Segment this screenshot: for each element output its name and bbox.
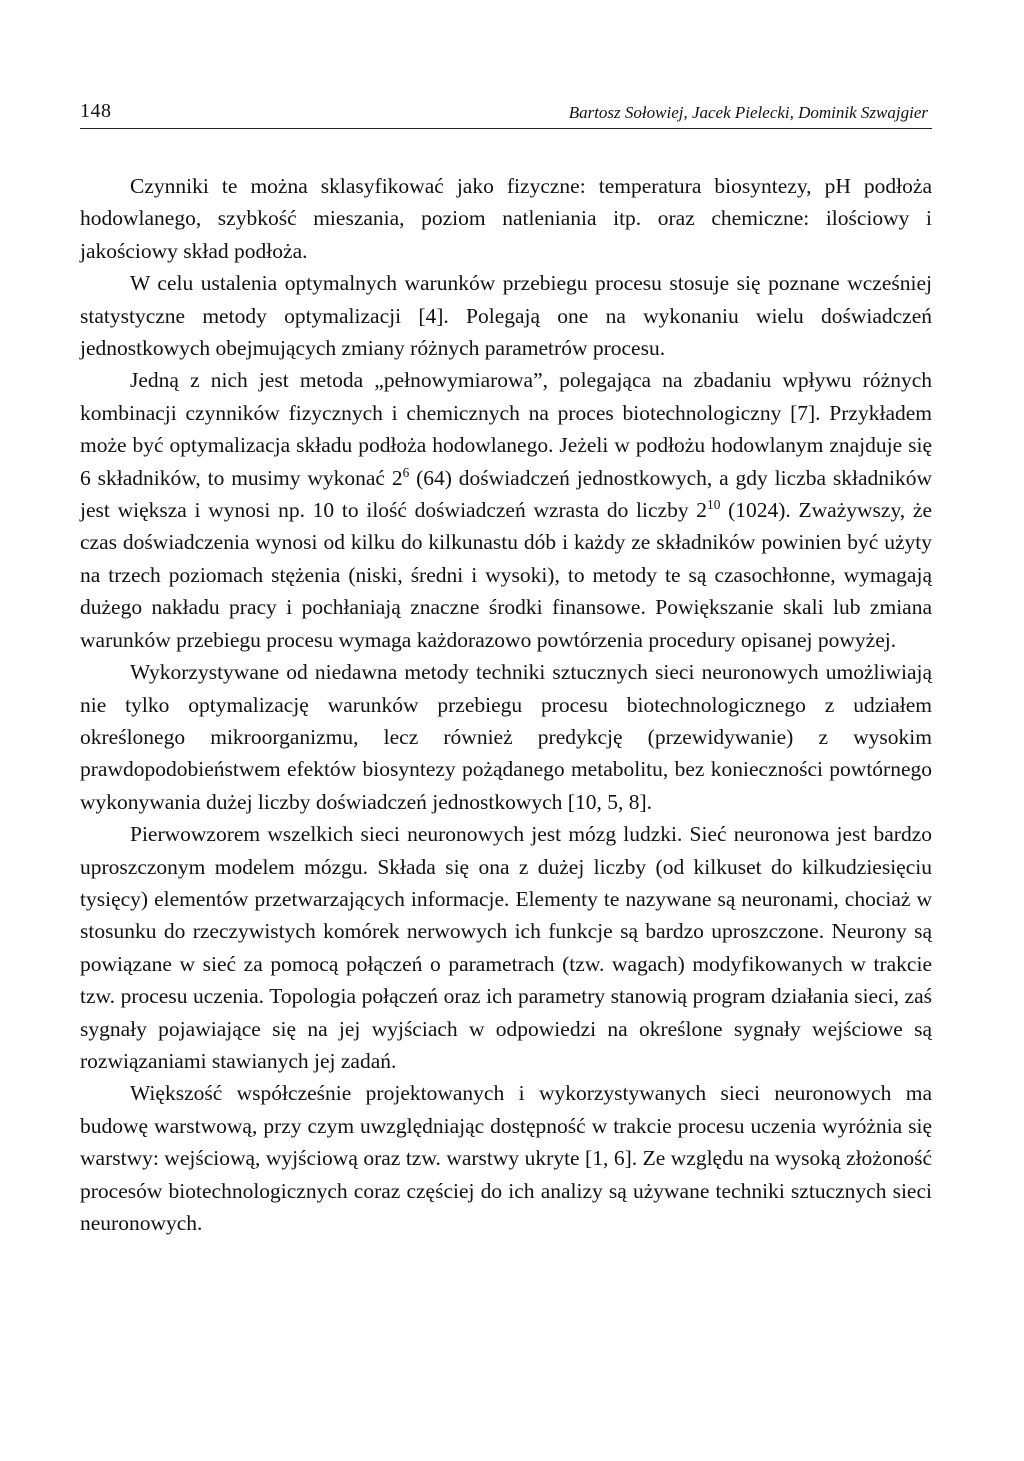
page-header xyxy=(80,96,932,129)
paragraph-3 xyxy=(80,364,932,656)
body-text xyxy=(80,170,932,1239)
paragraph-6: Większość współcześnie projektowanych i wykorzystywanych sieci neuronowych ma budowę warstwową, przy czym uwzględniając dostępność w trakcie procesu uczenia wyróżnia się warstwy: wejściową, wyjściową oraz tzw. warstwy ukryte [1, 6]. Ze względu na wysoką złożoność procesów biotechnologicznych coraz częściej do ich analizy są używane techniki sztucznych sieci neuronowych. xyxy=(80,1081,932,1235)
paragraph-3-part-a: Jedną z nich jest metoda „pełnowymiarowa”, polegająca na zbadaniu wpływu różnych kombinacji czynników fizycznych i chemicznych na proces biotechnologiczny [7]. Przykładem może być optymalizacja składu podłoża hodowlanego. Jeżeli w podłożu hodowlanym znajduje się 6 składników, to musimy wykonać 2 xyxy=(80,368,932,490)
paragraph-2: W celu ustalenia optymalnych warunków przebiegu procesu stosuje się poznane wcześniej statystyczne metody optymalizacji [4]. Polegają one na wykonaniu wielu doświadczeń jednostkowych obejmujących zmiany różnych parametrów procesu. xyxy=(80,271,932,361)
running-head-authors: Bartosz Sołowiej, Jacek Pielecki, Dominik Szwajgier xyxy=(568,103,928,122)
exponent-6: 6 xyxy=(402,464,410,480)
paragraph-5: Pierwowzorem wszelkich sieci neuronowych jest mózg ludzki. Sieć neuronowa jest bardzo uproszczonym modelem mózgu. Składa się ona z dużej liczby (od kilkuset do kilkudziesięciu tysięcy) elementów przetwarzających informacje. Elementy te nazywane są neuronami, chociaż w stosunku do rzeczywistych komórek nerwowych ich funkcje są bardzo uproszczone. Neurony są powiązane w sieć za pomocą połączeń o parametrach (tzw. wagach) modyfikowanych w trakcie tzw. procesu uczenia. Topologia połączeń oraz ich parametry stanowią program działania sieci, zaś sygnały pojawiające się na jej wyjściach w odpowiedzi na określone sygnały wejściowe są rozwiązaniami stawianych jej zadań. xyxy=(80,822,932,1073)
paragraph-3-part-b: (64) doświadczeń jednostkowych, a gdy liczba składników jest większa i wynosi np. 10 to ilość doświadczeń wzrasta do liczby 2 xyxy=(80,465,932,523)
paragraph-4: Wykorzystywane od niedawna metody techniki sztucznych sieci neuronowych umożliwiają nie tylko optymalizację warunków przebiegu procesu biotechnologicznego z udziałem określonego mikroorganizmu, lecz również predykcję (przewidywanie) z wysokim prawdopodobieństwem efektów biosyntezy pożądanego metabolitu, bez konieczności powtórnego wykonywania dużej liczby doświadczeń jednostkowych [10, 5, 8]. xyxy=(80,660,932,814)
paragraph-3-part-c: (1024). Zważywszy, że czas doświadczenia wynosi od kilku do kilkunastu dób i każdy ze składników powinien być użyty na trzech poziomach stężenia (niski, średni i wysoki), to metody te są czasochłonne, wymagają dużego nakładu pracy i pochłaniają znaczne środki finansowe. Powiększanie skali lub zmiana warunków przebiegu procesu wymaga każdorazowo powtórzenia procedury opisanej powyżej. xyxy=(80,498,932,652)
exponent-10: 10 xyxy=(707,496,721,512)
paragraph-1: Czynniki te można sklasyfikować jako fizyczne: temperatura biosyntezy, pH podłoża hodowlanego, szybkość mieszania, poziom natleniania itp. oraz chemiczne: ilościowy i jakościowy skład podłoża. xyxy=(80,174,932,263)
page-number: 148 xyxy=(80,100,112,122)
